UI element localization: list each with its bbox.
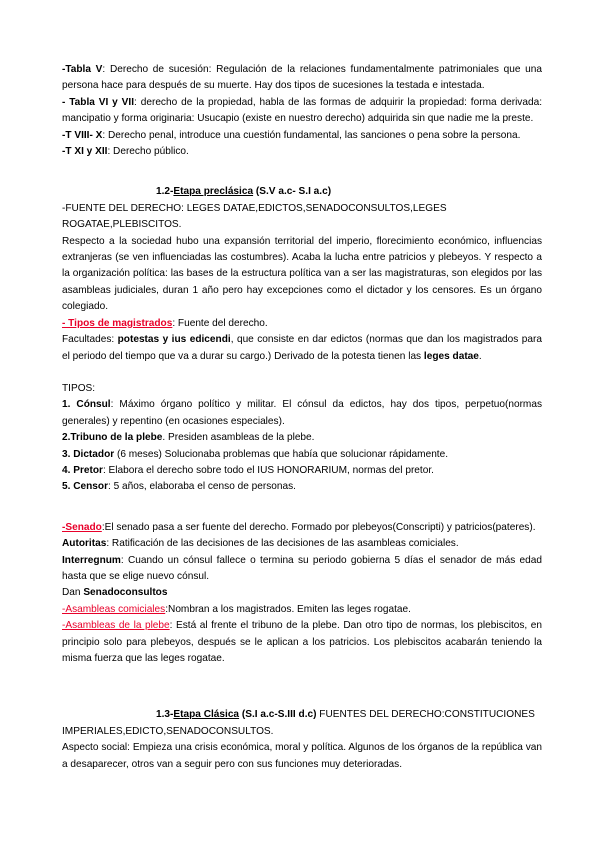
paragraph-tabla-xi-xii	[62, 144, 542, 160]
section-dates-preclasica: (S.V a.c- S.I a.c)	[255, 186, 332, 198]
tabla-xi-xii-label: -T XI y XII	[62, 146, 108, 158]
censor-label: 5. Censor	[62, 481, 108, 493]
heading-etapa-clasica	[62, 707, 542, 723]
list-item-censor	[62, 479, 542, 495]
senado-label: -Senado	[62, 521, 102, 533]
paragraph-asambleas-plebe	[62, 618, 542, 667]
asambleas-plebe-label: -Asambleas de la plebe	[62, 620, 170, 632]
fuente-derecho-clasica-line2: IMPERIALES,EDICTO,SENADOCONSULTOS.	[62, 725, 274, 737]
interregnum-label: Interregnum	[62, 554, 121, 566]
spacer	[62, 667, 542, 683]
censor-text: : 5 años, elaboraba el censo de personas.	[108, 481, 296, 493]
list-item-dictador	[62, 447, 542, 463]
tribuno-label: 2.Tribuno de la plebe	[62, 432, 163, 444]
pretor-text: : Elabora el derecho sobre todo el IUS HONORARIUM, normas del pretor.	[102, 464, 434, 476]
paragraph-senado	[62, 520, 542, 536]
interregnum-text: : Cuando un cónsul fallece o termina su periodo gobierna 5 días el senador de más edad hasta que se elige nuevo cónsul.	[62, 554, 542, 582]
facultades-pre: Facultades:	[62, 334, 118, 346]
tabla-viii-x-text: : Derecho penal, introduce una cuestión fundamental, las sanciones o pena sobre la persona.	[102, 129, 521, 141]
section-title-clasica: Etapa Clásica	[173, 709, 240, 721]
spacer	[62, 699, 542, 707]
fuente-derecho-clasica-line1: FUENTES DEL DERECHO:CONSTITUCIONES	[319, 709, 535, 721]
tipos-magistrados-text: : Fuente del derecho.	[172, 317, 268, 329]
section-title-preclasica: Etapa preclásica	[173, 186, 254, 198]
senado-text: :El senado pasa a ser fuente del derecho. Formado por plebeyos(Conscripti) y patricios(pateres).	[101, 521, 536, 533]
tribuno-text: . Presiden asambleas de la plebe.	[162, 432, 315, 444]
tabla-viii-x-label: -T VIII- X	[62, 129, 103, 141]
list-item-tribuno	[62, 430, 542, 446]
paragraph-asambleas-comiciales	[62, 602, 542, 618]
fuente-derecho-preclasica-line1: -FUENTE DEL DERECHO: LEGES DATAE,EDICTOS,SENADOCONSULTOS,LEGES	[62, 202, 447, 214]
paragraph-dan-senadoconsultos	[62, 585, 542, 601]
fuente-derecho-preclasica-line2: ROGATAE,PLEBISCITOS.	[62, 219, 182, 231]
heading-etapa-preclasica	[62, 184, 542, 200]
paragraph-sociedad-preclasica: Respecto a la sociedad hubo una expansión territorial del imperio, florecimiento económico, influencias extranjeras (se ven influenciadas las costumbres). Acaba la lucha entre patricios y plebeyos. Y respecto a la organización política: las bases de la estructura política van a ser las magistraturas, son elegidos por las asambleas judiciales, duran 1 año pero hay excepciones como el dictador y los censores. Es un órgano colegiado.	[62, 235, 542, 313]
consul-text: : Máximo órgano político y militar. El cónsul da edictos, hay dos tipos, perpetuo(normas generales) y repentino (en ocasiones especiales).	[62, 399, 542, 427]
tabla-v-text: : Derecho de sucesión: Regulación de la relaciones fundamentalmente patrimoniales que una persona hace para después de su muerte. Hay dos tipos de sucesiones la testada e intestada.	[62, 64, 542, 92]
facultades-terms: potestas y ius edicendi	[117, 334, 231, 346]
spacer	[62, 512, 542, 520]
paragraph-tabla-v	[62, 62, 542, 95]
tipos-header: TIPOS:	[62, 382, 96, 394]
tabla-vi-vii-label: - Tabla VI y VII	[62, 96, 135, 108]
pretor-label: 4. Pretor	[62, 464, 103, 476]
section-number-preclasica: 1.2-	[156, 186, 174, 198]
consul-label: 1. Cónsul	[62, 399, 111, 411]
autoritas-label: Autoritas	[62, 538, 107, 550]
autoritas-text: : Ratificación de las decisiones de las decisiones de las asambleas comiciales.	[106, 538, 459, 550]
spacer	[62, 496, 542, 512]
section-dates-clasica: (S.I a.c-S.III d.c)	[241, 709, 317, 721]
tabla-vi-vii-text: : derecho de la propiedad, habla de las formas de adquirir la propiedad: forma derivada: mancipatio y forma originaria: Usucapio (existe en nuestro derecho) adquirida sin que nadie me la preste.	[62, 96, 543, 125]
spacer	[62, 160, 542, 176]
spacer	[62, 176, 542, 184]
spacer	[62, 365, 542, 381]
senadoconsultos-term: Senadoconsultos	[83, 587, 168, 599]
paragraph-interregnum	[62, 553, 542, 586]
paragraph-autoritas	[62, 536, 542, 552]
list-item-pretor	[62, 463, 542, 479]
tipos-magistrados-label: - Tipos de magistrados	[62, 317, 173, 329]
spacer	[62, 683, 542, 699]
dan-pre: Dan	[62, 587, 84, 599]
tabla-xi-xii-text: : Derecho público.	[107, 146, 189, 158]
asambleas-plebe-text: : Está al frente el tribuno de la plebe. Dan otro tipo de normas, los plebiscitos, en principio solo para plebeyos, después se le aplican a los patricios. Los plebiscitos acabarán teniendo la misma fuerza que las leges rogatae.	[62, 620, 542, 664]
facultades-end: .	[478, 350, 482, 362]
section-number-clasica: 1.3-	[156, 709, 174, 721]
paragraph-aspecto-social-clasica: Aspecto social: Empieza una crisis económica, moral y política. Algunos de los órganos de la república van a desaparecer, otros van a seguir pero con sus funciones muy deterioradas.	[62, 742, 542, 770]
asambleas-comiciales-text: :Nombran a los magistrados. Emiten las leges rogatae.	[165, 603, 411, 615]
dictador-text: (6 meses) Solucionaba problemas que había que solucionar rápidamente.	[114, 448, 449, 460]
tabla-v-label: -Tabla V	[62, 64, 103, 75]
leges-datae-term: leges datae	[423, 350, 479, 362]
facultades-post: , que consiste en dar edictos (normas que dan los magistrados para el periodo del tiempo que va a durar su cargo.) Derivado de la potesta tienen las	[62, 334, 542, 362]
paragraph-tipos-magistrados	[62, 316, 542, 332]
asambleas-comiciales-label: -Asambleas comiciales	[62, 603, 166, 615]
paragraph-facultades	[62, 332, 542, 365]
dictador-label: 3. Dictador	[62, 448, 115, 460]
paragraph-tabla-vi-vii	[62, 95, 542, 128]
list-item-consul	[62, 397, 542, 430]
paragraph-tabla-viii-x	[62, 128, 542, 144]
